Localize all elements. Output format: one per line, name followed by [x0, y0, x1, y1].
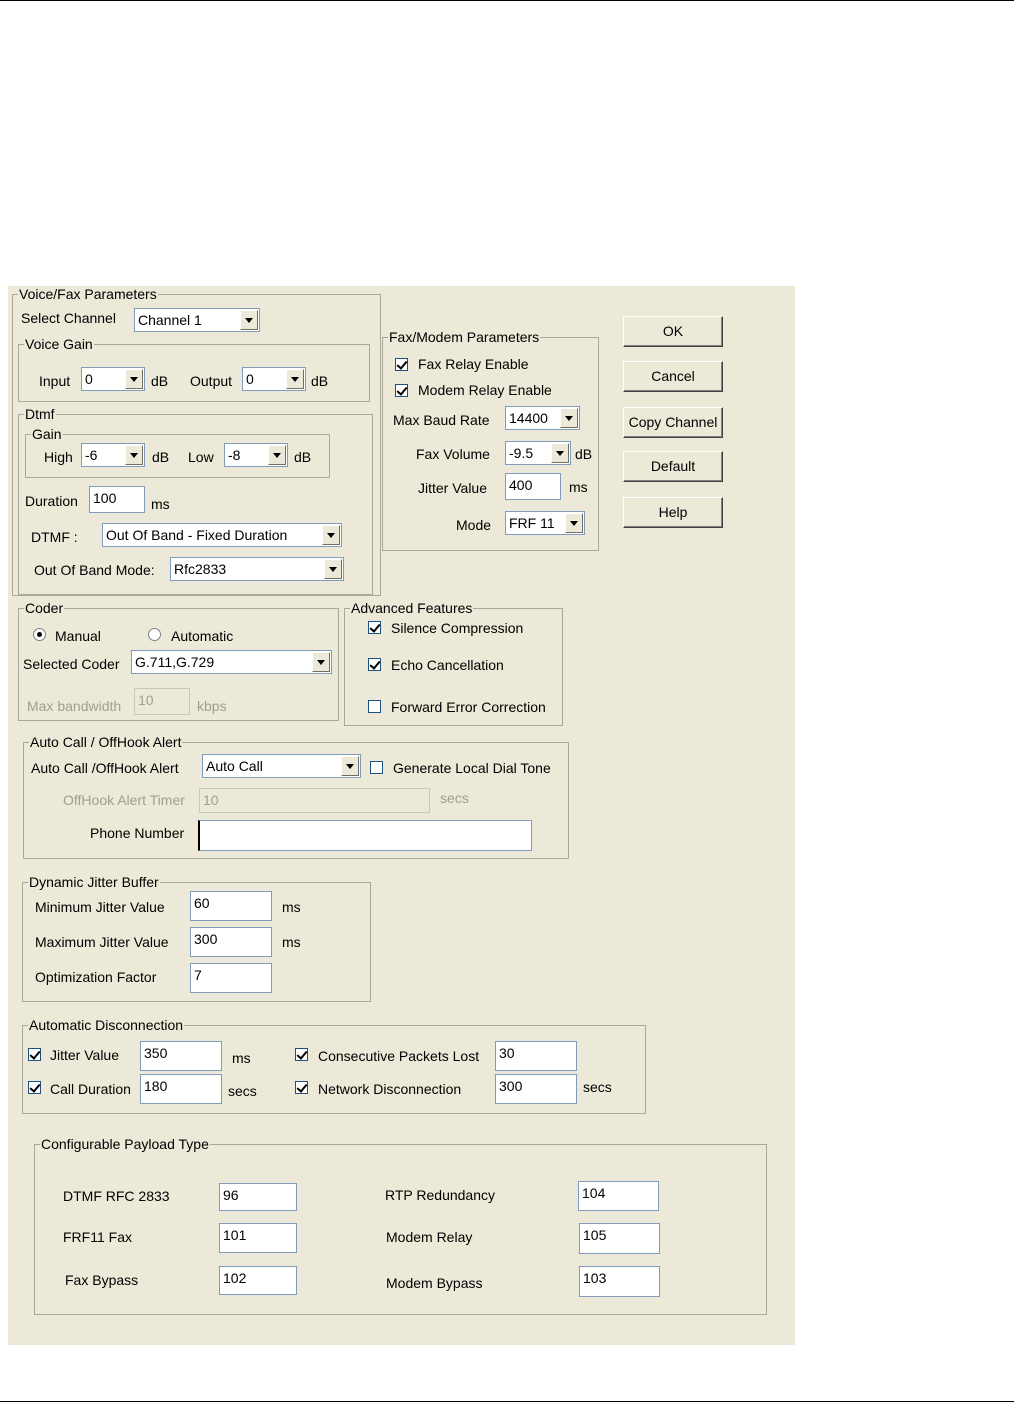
fax-volume-value: -9.5: [509, 445, 534, 461]
min-jitter-label: Minimum Jitter Value: [35, 899, 165, 915]
network-disconnection-unit: secs: [583, 1079, 612, 1095]
channel-select[interactable]: [134, 308, 260, 332]
echo-cancellation-checkbox[interactable]: [368, 658, 381, 671]
dtmf-duration-input[interactable]: 100: [89, 486, 145, 513]
max-baud-value: 14400: [509, 410, 548, 426]
phone-number-label: Phone Number: [90, 825, 185, 841]
auto-disconnect-legend: Automatic Disconnection: [29, 1017, 184, 1033]
dial-tone-label[interactable]: Generate Local Dial Tone: [393, 760, 551, 776]
network-disconnection-checkbox[interactable]: [295, 1081, 308, 1094]
frf11-fax-input[interactable]: 101: [219, 1223, 297, 1253]
call-duration-checkbox[interactable]: [28, 1081, 41, 1094]
fax-mode-select[interactable]: [505, 511, 585, 535]
dtmf-high-select[interactable]: [81, 443, 145, 467]
optimization-factor-label: Optimization Factor: [35, 969, 157, 985]
fax-bypass-input[interactable]: 102: [219, 1266, 297, 1295]
call-duration-label[interactable]: Call Duration: [50, 1081, 131, 1097]
dtmf-high-label: High: [44, 449, 73, 465]
fax-relay-label[interactable]: Fax Relay Enable: [418, 356, 529, 372]
modem-relay-payload-label: Modem Relay: [386, 1229, 473, 1245]
fax-jitter-label: Jitter Value: [418, 480, 487, 496]
echo-cancellation-label[interactable]: Echo Cancellation: [391, 657, 504, 673]
default-button[interactable]: Default: [623, 451, 723, 482]
bottom-rule: [0, 1401, 1014, 1402]
dtmf-duration-label: Duration: [25, 493, 78, 509]
chevron-down-icon[interactable]: [268, 445, 286, 465]
max-jitter-input[interactable]: 300: [190, 927, 272, 957]
chevron-down-icon[interactable]: [312, 652, 330, 672]
dtmf-duration-unit: ms: [151, 496, 170, 512]
chevron-down-icon[interactable]: [240, 310, 258, 330]
packets-lost-checkbox[interactable]: [295, 1048, 308, 1061]
dtmf-rfc2833-input[interactable]: 96: [219, 1183, 297, 1211]
modem-relay-payload-input[interactable]: 105: [579, 1223, 660, 1254]
chevron-down-icon[interactable]: [565, 513, 583, 533]
frf11-fax-label: FRF11 Fax: [63, 1229, 132, 1245]
optimization-factor-input[interactable]: 7: [190, 963, 272, 993]
input-gain-select[interactable]: [81, 367, 145, 391]
jitter-buffer-legend: Dynamic Jitter Buffer: [29, 874, 159, 890]
payload-legend: Configurable Payload Type: [41, 1136, 209, 1152]
auto-call-mode-value: Auto Call: [206, 758, 263, 774]
input-gain-value: 0: [85, 371, 93, 387]
dtmf-low-unit: dB: [294, 449, 312, 465]
phone-number-input[interactable]: [198, 820, 532, 851]
input-gain-unit: dB: [151, 373, 169, 389]
ok-button[interactable]: OK: [623, 316, 723, 347]
select-channel-label: Select Channel: [21, 310, 116, 326]
fax-volume-select[interactable]: [505, 441, 571, 465]
automatic-radio[interactable]: [148, 628, 161, 641]
input-gain-label: Input: [39, 373, 71, 389]
chevron-down-icon[interactable]: [125, 445, 143, 465]
fax-jitter-input[interactable]: 400: [505, 473, 561, 500]
offhook-timer-label: OffHook Alert Timer: [63, 792, 185, 808]
cancel-button[interactable]: Cancel: [623, 361, 723, 392]
chevron-down-icon[interactable]: [322, 525, 340, 545]
max-baud-select[interactable]: [505, 406, 580, 430]
disc-jitter-input[interactable]: 350: [140, 1041, 222, 1071]
copy-channel-button[interactable]: Copy Channel: [623, 407, 723, 438]
auto-call-legend: Auto Call / OffHook Alert: [30, 734, 182, 750]
auto-call-mode-select[interactable]: [202, 754, 361, 778]
output-gain-unit: dB: [311, 373, 329, 389]
dtmf-mode-value: Out Of Band - Fixed Duration: [106, 527, 288, 543]
oob-mode-label: Out Of Band Mode:: [34, 562, 155, 578]
call-duration-input[interactable]: 180: [140, 1074, 222, 1104]
dtmf-mode-label: DTMF :: [31, 529, 78, 545]
max-bandwidth-label: Max bandwidth: [27, 698, 122, 714]
fax-mode-label: Mode: [456, 517, 492, 533]
max-baud-label: Max Baud Rate: [393, 412, 490, 428]
dial-tone-checkbox[interactable]: [370, 761, 383, 774]
silence-compression-checkbox[interactable]: [368, 621, 381, 634]
rtp-redundancy-input[interactable]: 104: [578, 1181, 659, 1211]
chevron-down-icon[interactable]: [341, 756, 359, 776]
network-disconnection-label[interactable]: Network Disconnection: [318, 1081, 462, 1097]
voice-fax-dialog: [8, 286, 795, 1345]
selected-coder-label: Selected Coder: [23, 656, 120, 672]
voice-fax-parameters-legend: Voice/Fax Parameters: [19, 286, 157, 302]
fax-relay-checkbox[interactable]: [395, 358, 408, 371]
chevron-down-icon[interactable]: [286, 369, 304, 389]
max-bandwidth-unit: kbps: [197, 698, 227, 714]
dtmf-high-unit: dB: [152, 449, 170, 465]
fax-jitter-unit: ms: [569, 479, 588, 495]
fax-mode-value: FRF 11: [509, 515, 555, 531]
offhook-timer-input[interactable]: 10: [199, 788, 430, 813]
output-gain-select[interactable]: [242, 367, 306, 391]
dtmf-mode-select[interactable]: [102, 523, 342, 547]
forward-error-correction-checkbox[interactable]: [368, 700, 381, 713]
dtmf-low-value: -8: [228, 447, 241, 463]
chevron-down-icon[interactable]: [551, 443, 569, 463]
forward-error-correction-label[interactable]: Forward Error Correction: [391, 699, 546, 715]
advanced-features-legend: Advanced Features: [351, 600, 473, 616]
disc-jitter-unit: ms: [232, 1050, 251, 1066]
offhook-timer-unit: secs: [440, 790, 469, 806]
voice-gain-group: [18, 337, 370, 402]
output-gain-value: 0: [246, 371, 254, 387]
dtmf-gain-legend: Gain: [32, 426, 62, 442]
coder-legend: Coder: [25, 600, 64, 616]
fax-volume-label: Fax Volume: [416, 446, 490, 462]
top-rule: [0, 0, 1014, 1]
disc-jitter-checkbox[interactable]: [28, 1048, 41, 1061]
dtmf-legend: Dtmf: [25, 406, 55, 422]
rtp-redundancy-label: RTP Redundancy: [385, 1187, 495, 1203]
voice-gain-legend: Voice Gain: [25, 336, 93, 352]
chevron-down-icon[interactable]: [125, 369, 143, 389]
max-bandwidth-input[interactable]: 10: [134, 688, 190, 715]
output-gain-label: Output: [190, 373, 233, 389]
fax-modem-legend: Fax/Modem Parameters: [389, 329, 540, 345]
min-jitter-input[interactable]: 60: [190, 891, 272, 921]
dtmf-low-label: Low: [188, 449, 214, 465]
chevron-down-icon[interactable]: [560, 408, 578, 428]
modem-relay-checkbox[interactable]: [395, 384, 408, 397]
auto-call-mode-label: Auto Call /OffHook Alert: [31, 760, 179, 776]
selected-coder-value: G.711,G.729: [135, 654, 215, 670]
manual-radio[interactable]: [33, 628, 46, 641]
chevron-down-icon[interactable]: [324, 559, 342, 579]
automatic-label[interactable]: Automatic: [171, 628, 234, 644]
packets-lost-label[interactable]: Consecutive Packets Lost: [318, 1048, 480, 1064]
max-jitter-label: Maximum Jitter Value: [35, 934, 169, 950]
network-disconnection-input[interactable]: 300: [495, 1074, 577, 1104]
modem-bypass-input[interactable]: 103: [579, 1266, 660, 1297]
channel-select-value: Channel 1: [138, 312, 202, 328]
oob-mode-value: Rfc2833: [174, 561, 227, 577]
oob-mode-select[interactable]: [170, 557, 344, 581]
fax-bypass-label: Fax Bypass: [65, 1272, 139, 1288]
manual-label[interactable]: Manual: [55, 628, 101, 644]
max-jitter-unit: ms: [282, 934, 301, 950]
call-duration-unit: secs: [228, 1083, 257, 1099]
disc-jitter-label[interactable]: Jitter Value: [50, 1047, 119, 1063]
modem-bypass-label: Modem Bypass: [386, 1275, 483, 1291]
min-jitter-unit: ms: [282, 899, 301, 915]
modem-relay-label[interactable]: Modem Relay Enable: [418, 382, 552, 398]
silence-compression-label[interactable]: Silence Compression: [391, 620, 524, 636]
fax-volume-unit: dB: [575, 446, 593, 462]
dtmf-high-value: -6: [85, 447, 98, 463]
dtmf-rfc2833-label: DTMF RFC 2833: [63, 1188, 170, 1204]
selected-coder-select[interactable]: [131, 650, 332, 674]
help-button[interactable]: Help: [623, 497, 723, 528]
dtmf-low-select[interactable]: [224, 443, 288, 467]
packets-lost-input[interactable]: 30: [495, 1041, 577, 1071]
